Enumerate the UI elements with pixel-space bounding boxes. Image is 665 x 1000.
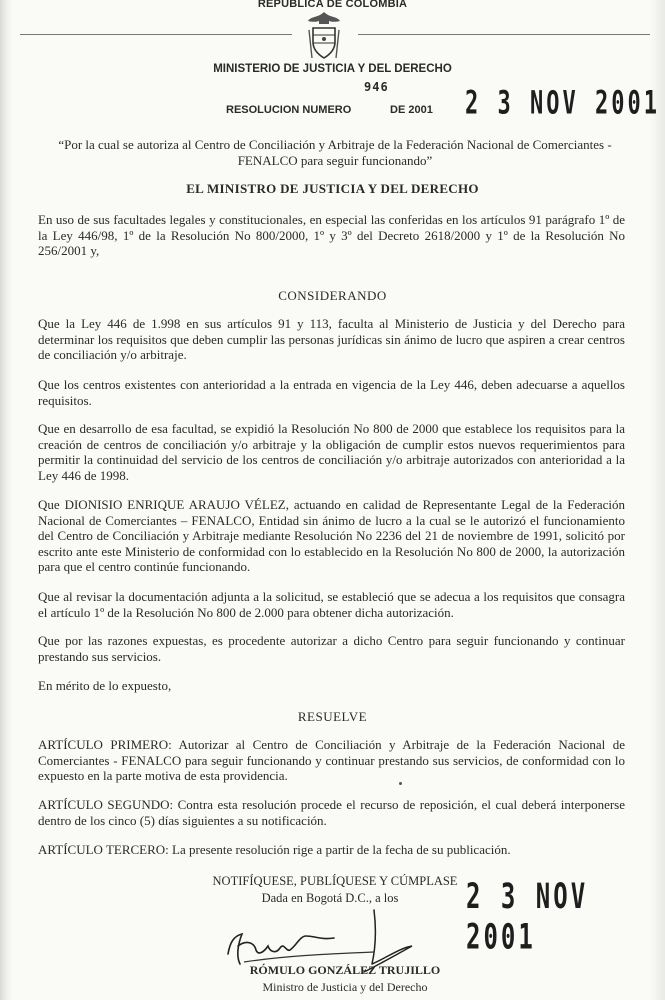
consideration-paragraph: Que los centros existentes con anterioridad a la entrada en vigencia de la Ley 446, deben adecuarse a aquellos requisitos. xyxy=(38,377,625,408)
considering-heading: CONSIDERANDO xyxy=(278,288,387,303)
minister-heading: EL MINISTRO DE JUSTICIA Y DEL DERECHO xyxy=(186,181,479,196)
header-rule-right xyxy=(358,34,650,35)
date-stamp-bottom: 2 3 NOV 2001 xyxy=(466,876,589,958)
resolution-year: DE 2001 xyxy=(390,104,433,116)
article-first: ARTÍCULO PRIMERO: Autorizar al Centro de Conciliación y Arbitraje de la Federación Nacional de Comerciantes - FENALCO para seguir funcionando y continuar prestando sus servicios, de conformidad con lo expuesto en la parte motiva de esta providencia. xyxy=(38,737,625,783)
consideration-paragraph: Que al revisar la documentación adjunta a la solicitud, se estableció que se adecua a los requisitos que consagra el artículo 1º de la Resolución No 800 de 2.000 para obtener dicha autorización. xyxy=(38,589,625,620)
resolves-heading: RESUELVE xyxy=(297,709,368,724)
preamble: En uso de sus facultades legales y constitucionales, en especial las conferidas en los artículos 91 parágrafo 1º de la Ley 446/98, 1º de la Resolución No 800/2000, 1º y 3º del Decreto 2618/2000 y 1º de la Resolución No 256/2001 y, xyxy=(38,212,625,258)
signer-name: RÓMULO GONZÁLEZ TRUJILLO xyxy=(249,963,441,977)
consideration-paragraph: Que por las razones expuestas, es procedente autorizar a dicho Centro para seguir funcionando y continuar prestando sus servicios. xyxy=(38,633,625,664)
consideration-paragraph: En mérito de lo expuesto, xyxy=(38,678,172,693)
resolution-number: 946 xyxy=(364,80,389,94)
notify-formula: NOTIFÍQUESE, PUBLÍQUESE Y CÚMPLASE xyxy=(212,874,458,888)
consideration-paragraph: Que la Ley 446 de 1.998 en sus artículos 91 y 113, faculta al Ministerio de Justicia y del Derecho para determinar los requisitos que deben cumplir las personas jurídicas sin ánimo de lucro que aspiren a crear centros de conciliación y/o arbitraje. xyxy=(38,316,625,362)
signer-title: Ministro de Justicia y del Derecho xyxy=(262,980,428,994)
resolution-purpose: “Por la cual se autoriza al Centro de Conciliación y Arbitraje de la Federación Nacional de Comerciantes - FENALCO para seguir funcionando” xyxy=(58,137,612,168)
article-second: ARTÍCULO SEGUNDO: Contra esta resolución procede el recurso de reposición, el cual deberá interponerse dentro de los cinco (5) días siguientes a su notificación. xyxy=(38,797,625,828)
consideration-paragraph: Que en desarrollo de esa facultad, se expidió la Resolución No 800 de 2000 que establece los requisitos para la creación de centros de conciliación y/o arbitraje y la obligación de cumplir estos nuevos requerimientos para permitir la continuidad del servicio de los centros de conciliación y/o arbitraje autorizados con anterioridad a la Ley 446 de 1998. xyxy=(38,421,625,483)
date-stamp-top: 2 3 NOV 2001 xyxy=(465,86,660,123)
given-in-place: Dada en Bogotá D.C., a los xyxy=(261,891,399,905)
article-third: ARTÍCULO TERCERO: La presente resolución rige a partir de la fecha de su publicación. xyxy=(38,842,511,857)
header-rule-left xyxy=(20,34,292,35)
ministry-title: MINISTERIO DE JUSTICIA Y DEL DERECHO xyxy=(213,63,452,75)
speck xyxy=(399,782,402,785)
coat-of-arms-seal xyxy=(303,10,345,62)
consideration-paragraph: Que DIONISIO ENRIQUE ARAUJO VÉLEZ, actuando en calidad de Representante Legal de la Federación Nacional de Comerciantes – FENALCO, Entidad sin ánimo de lucro a la cual se le autorizó el funcionamiento del Centro de Conciliación y Arbitraje mediante Resolución No 2236 del 21 de noviembre de 1991, solicitó por escrito ante este Ministerio de conformidad con lo establecido en la Resolución No 800 de 2000, la autorización para que el centro continúe funcionando. xyxy=(38,497,625,574)
resolution-label: RESOLUCION NUMERO xyxy=(226,104,352,116)
republic-header: REPUBLICA DE COLOMBIA xyxy=(257,0,408,10)
